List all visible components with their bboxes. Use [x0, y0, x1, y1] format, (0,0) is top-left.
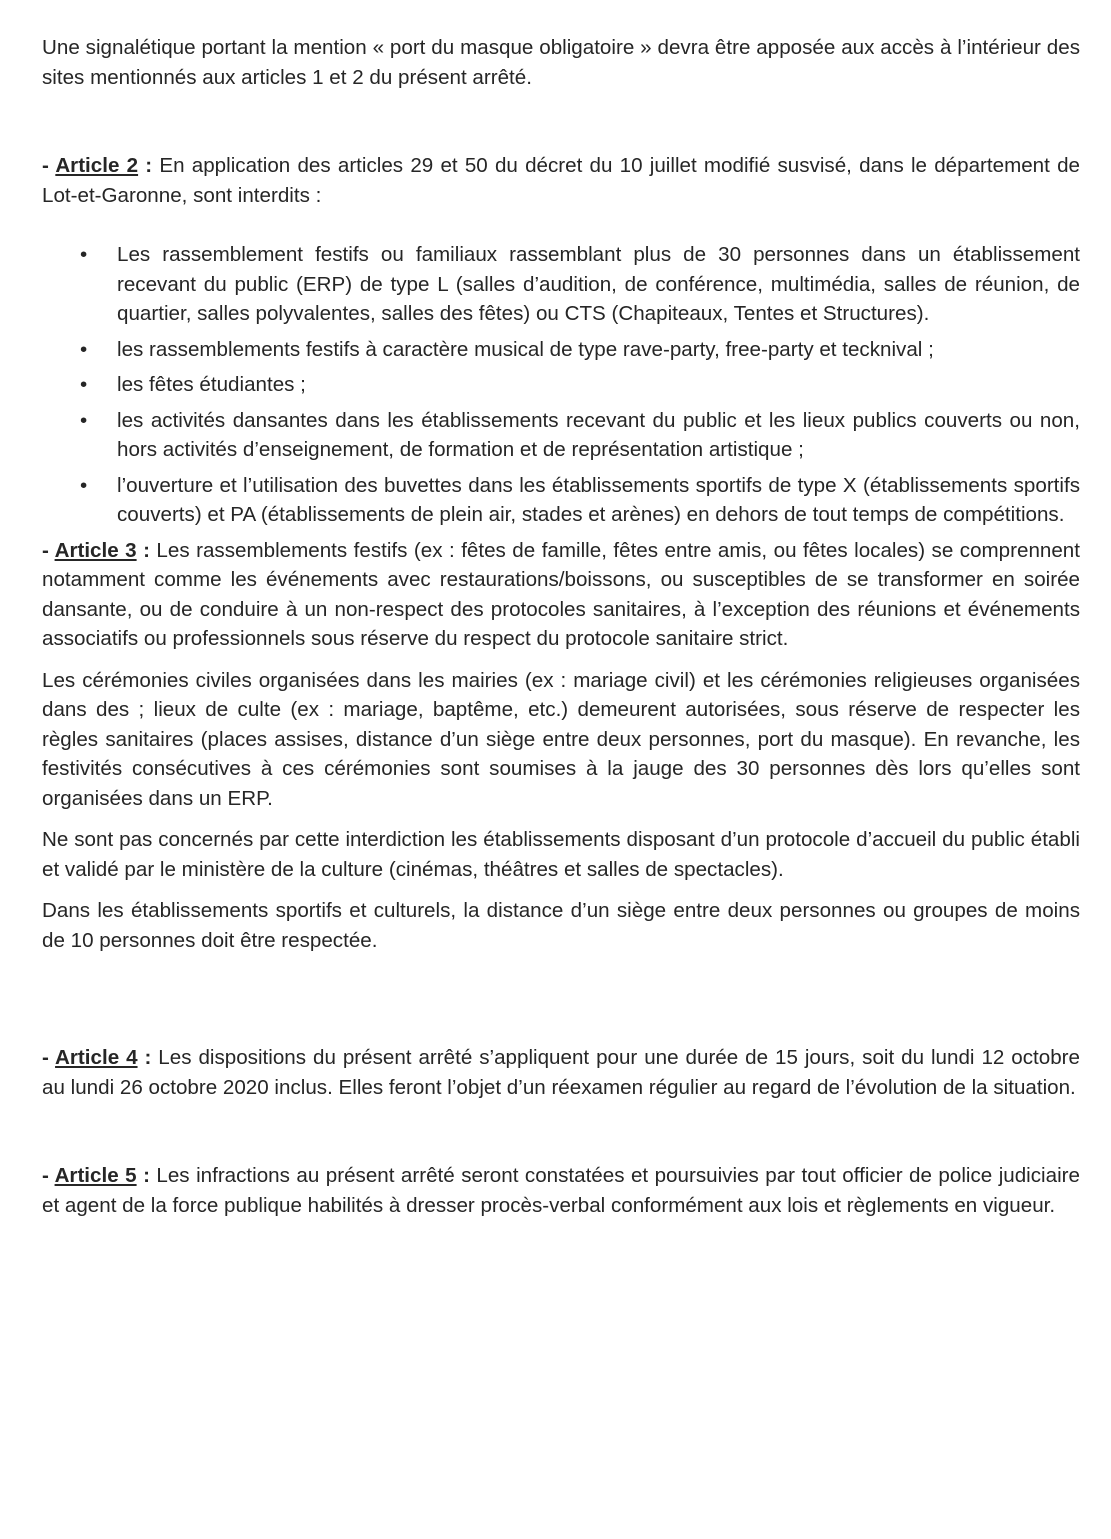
article-2-label: Article 2	[55, 154, 139, 177]
article-4-paragraph	[42, 1043, 1080, 1102]
article-4-label: Article 4	[55, 1046, 138, 1069]
article-3-label: Article 3	[54, 538, 137, 562]
article-3-paragraph-exemptions: Ne sont pas concernés par cette interdiction les établissements disposant d’un protocole d’accueil du public établi et validé par le ministère de la culture (cinémas, théâtres et salles de spectacles).	[42, 828, 1080, 881]
article-3-paragraph-ceremonies: Les cérémonies civiles organisées dans les mairies (ex : mariage civil) et les cérémonies religieuses organisées dans des ; lieux de culte (ex : mariage, baptême, etc.) demeurent autorisées, sous réserve de respecter les règles sanitaires (places assises, distance d’un siège entre deux personnes, port du masque). En revanche, les festivités consécutives à ces cérémonies sont soumises à la jauge des 30 personnes dès lors qu’elles sont organisées dans un ERP.	[42, 668, 1080, 810]
bullet-icon: •	[80, 243, 88, 266]
article-2-separator: :	[138, 154, 160, 177]
list-item	[42, 240, 1080, 329]
bullet-icon: •	[80, 337, 88, 361]
bullet-icon: •	[80, 373, 88, 396]
article-5-prefix: -	[42, 1164, 55, 1187]
intro-paragraph: Une signalétique portant la mention « port du masque obligatoire » devra être apposée aux accès à l’intérieur des sites mentionnés aux articles 1 et 2 du présent arrêté.	[42, 36, 1080, 89]
list-item	[42, 406, 1080, 465]
article-2-list	[42, 240, 1080, 530]
article-2-heading	[42, 154, 159, 177]
article-3-heading	[42, 539, 156, 562]
article-5-separator: :	[136, 1164, 157, 1187]
bullet-icon: •	[80, 408, 88, 432]
list-item-text: les rassemblements festifs à caractère musical de type rave-party, free-party et tecknival ;	[117, 337, 934, 361]
list-item-text: les activités dansantes dans les établissements recevant du public et les lieux publics couverts ou non, hors activités d’enseignement, de formation et de représentation artistique ;	[117, 408, 1080, 461]
article-2-text: En application des articles 29 et 50 du décret du 10 juillet modifié susvisé, dans le département de Lot-et-Garonne, sont interdits :	[42, 154, 1080, 207]
article-5-label: Article 5	[54, 1164, 137, 1187]
article-4-text: Les dispositions du présent arrêté s’appliquent pour une durée de 15 jours, soit du lundi 12 octobre au lundi 26 octobre 2020 inclus. Elles feront l’objet d’un réexamen régulier au regard de l’évolution de la situation.	[42, 1046, 1080, 1099]
article-2-prefix: -	[42, 154, 56, 177]
list-item-text: l’ouverture et l’utilisation des buvettes dans les établissements sportifs de type X (établissements sportifs couverts) et PA (établissements de plein air, stades et arènes) en dehors de tout temps de compétitions.	[117, 473, 1080, 526]
article-5-text: Les infractions au présent arrêté seront constatées et poursuivies par tout officier de police judiciaire et agent de la force publique habilités à dresser procès-verbal conformément aux lois et règlements en vigueur.	[42, 1164, 1080, 1217]
list-item	[42, 471, 1080, 530]
list-item-text: Les rassemblement festifs ou familiaux rassemblant plus de 30 personnes dans un établissement recevant du public (ERP) de type L (salles d’audition, de conférence, multimédia, salles de réunion, de quartier, salles polyvalentes, salles des fêtes) ou CTS (Chapiteaux, Tentes et Structures).	[117, 243, 1080, 325]
article-4-heading	[42, 1046, 158, 1069]
article-2-paragraph	[42, 151, 1080, 210]
article-3-prefix: -	[42, 538, 55, 562]
article-4-prefix: -	[42, 1046, 56, 1069]
document-page	[42, 33, 1080, 1220]
list-item	[42, 370, 1080, 400]
list-item	[42, 335, 1080, 365]
article-5-paragraph	[42, 1161, 1080, 1220]
article-3-paragraph	[42, 536, 1080, 654]
article-5-heading	[42, 1164, 156, 1187]
list-item-text: les fêtes étudiantes ;	[117, 373, 306, 396]
bullet-icon: •	[80, 473, 88, 497]
article-3-paragraph-distance: Dans les établissements sportifs et culturels, la distance d’un siège entre deux personnes ou groupes de moins de 10 personnes doit être respectée.	[42, 899, 1080, 952]
article-3-separator: :	[136, 538, 157, 562]
article-3-text: Les rassemblements festifs (ex : fêtes de famille, fêtes entre amis, ou fêtes locales) se comprennent notamment comme les événements avec restaurations/boissons, ou susceptibles de se transformer en soirée dansante, ou de conduire à un non-respect des protocoles sanitaires, à l’exception des réunions et événements associatifs ou professionnels sous réserve du respect du protocole sanitaire strict.	[42, 538, 1080, 650]
article-4-separator: :	[137, 1046, 159, 1069]
